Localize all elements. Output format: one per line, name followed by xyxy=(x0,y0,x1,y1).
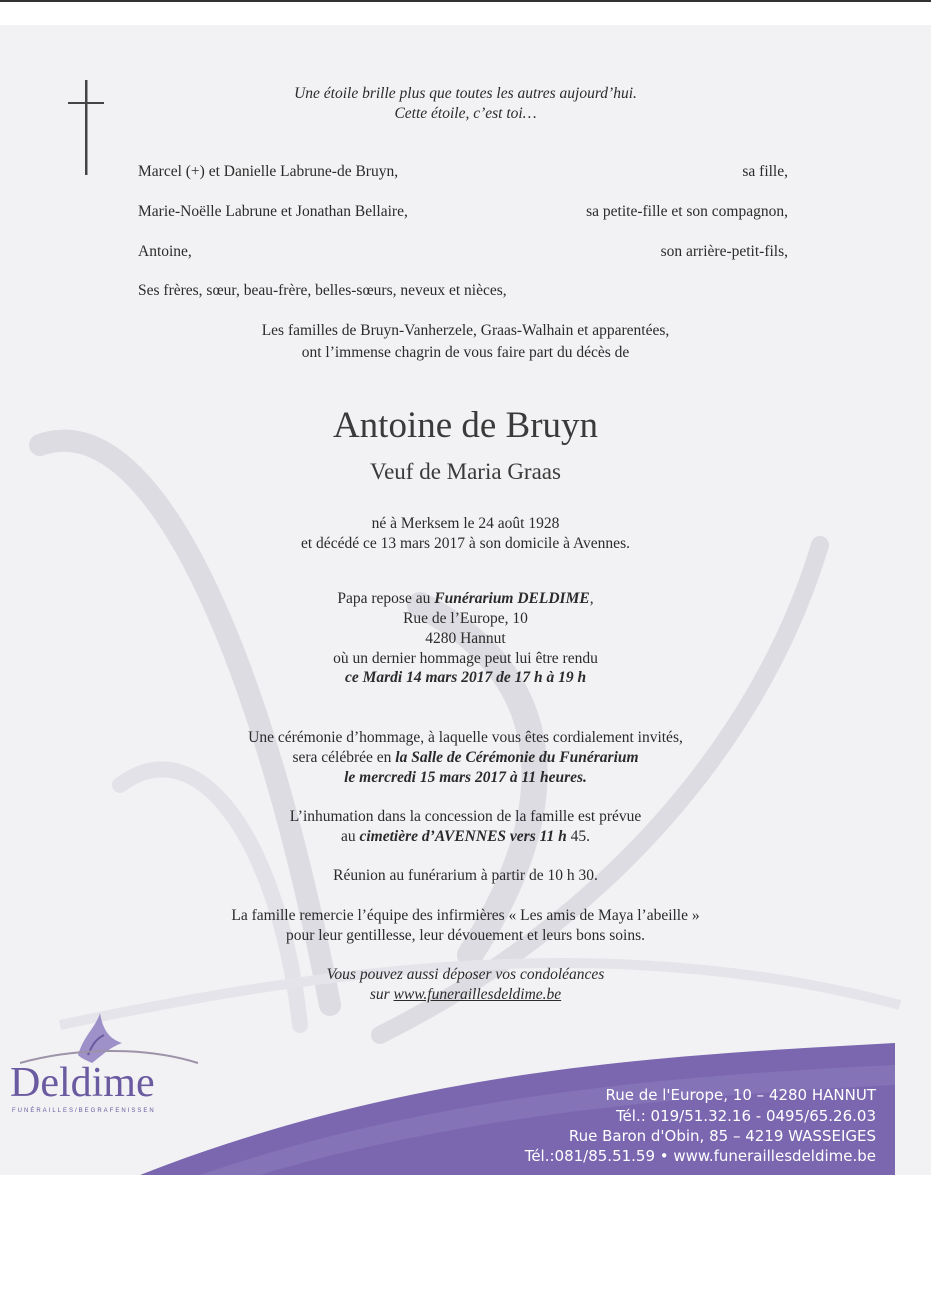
logo-tagline: FUNÉRAILLES/BEGRAFENISSEN xyxy=(12,1108,156,1114)
death-line: et décédé ce 13 mars 2017 à son domicile à Avennes. xyxy=(301,535,630,552)
family-member-name: Marcel (+) et Danielle Labrune-de Bruyn, xyxy=(138,163,399,180)
visitation-prefix: Papa repose au xyxy=(337,590,435,607)
burial-suffix: 45. xyxy=(566,828,590,845)
condolences-line-1: Vous pouvez aussi déposer vos condoléances xyxy=(326,966,605,983)
ceremony-prefix: sera célébrée en xyxy=(292,749,396,766)
visitation-suffix: , xyxy=(589,590,594,607)
visitation-street: Rue de l’Europe, 10 xyxy=(403,610,528,627)
announcement-line-2: ont l’immense chagrin de vous faire part du décès de xyxy=(301,344,630,361)
contact-line: Rue Baron d'Obin, 85 – 4219 WASSEIGES xyxy=(568,1127,876,1145)
contact-line: Tél.: 019/51.32.16 - 0495/65.26.03 xyxy=(615,1107,876,1125)
thanks-line-2: pour leur gentillesse, leur dévouement et leurs bons soins. xyxy=(285,927,645,944)
family-relation: son arrière-petit-fils, xyxy=(660,243,788,260)
visitation-city: 4280 Hannut xyxy=(425,630,506,647)
condolences-line-2 xyxy=(0,985,931,1005)
contact-line: Tél.:081/85.51.59 • www.funeraillesdeldime.be xyxy=(524,1147,876,1165)
visitation-line-1 xyxy=(0,589,931,609)
thanks-line-1: La famille remercie l’équipe des infirmières « Les amis de Maya l’abeille » xyxy=(231,907,700,924)
deceased-name: Antoine de Bruyn xyxy=(332,405,599,446)
burial-place: cimetière d’AVENNES vers 11 h xyxy=(359,828,567,845)
family-relation: sa fille, xyxy=(742,163,788,180)
family-member-name: Antoine, xyxy=(138,243,192,260)
ceremony-time: le mercredi 15 mars 2017 à 11 heures. xyxy=(344,769,587,786)
deceased-subtitle: Veuf de Maria Graas xyxy=(370,459,561,484)
family-member-name: Marie-Noëlle Labrune et Jonathan Bellaire, xyxy=(138,203,408,220)
visitation-note: où un dernier hommage peut lui être rendu xyxy=(333,650,598,667)
ceremony-line-2 xyxy=(0,748,931,768)
epitaph-line-1: Une étoile brille plus que toutes les autres aujourd’hui. xyxy=(294,85,637,102)
logo-wordmark: Deldime xyxy=(10,1060,155,1106)
family-member-name: Ses frères, sœur, beau-frère, belles-sœurs, neveux et nièces, xyxy=(138,282,507,299)
announcement-line-1: Les familles de Bruyn-Vanherzele, Graas-Walhain et apparentées, xyxy=(261,322,670,339)
family-relation: sa petite-fille et son compagnon, xyxy=(586,203,788,220)
funeral-home-name: Funérarium DELDIME xyxy=(434,590,590,607)
ceremony-line-1: Une cérémonie d’hommage, à laquelle vous êtes cordialement invités, xyxy=(248,729,683,746)
burial-line-2 xyxy=(0,827,931,847)
condolences-link[interactable]: www.funeraillesdeldime.be xyxy=(393,986,562,1003)
top-rule xyxy=(0,0,931,2)
contact-line: Rue de l'Europe, 10 – 4280 HANNUT xyxy=(605,1086,876,1104)
birth-line: né à Merksem le 24 août 1928 xyxy=(371,515,560,532)
visitation-time: ce Mardi 14 mars 2017 de 17 h à 19 h xyxy=(344,669,587,686)
condolences-prefix: sur xyxy=(369,986,394,1003)
burial-line-1: L’inhumation dans la concession de la famille est prévue xyxy=(289,808,642,825)
epitaph-line-2: Cette étoile, c’est toi… xyxy=(394,105,537,122)
meeting-line: Réunion au funérarium à partir de 10 h 30. xyxy=(333,867,598,884)
ceremony-place: la Salle de Cérémonie du Funérarium xyxy=(395,749,639,766)
burial-prefix: au xyxy=(340,828,360,845)
